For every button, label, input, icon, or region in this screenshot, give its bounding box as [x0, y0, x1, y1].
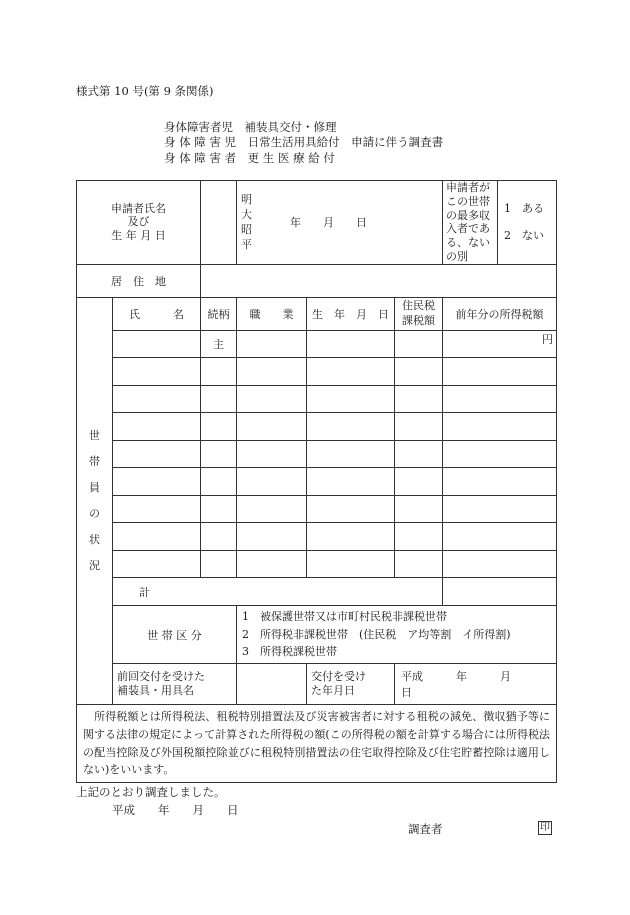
member-resident-tax-field[interactable] — [395, 550, 443, 578]
option-yes[interactable]: 1 ある — [504, 201, 544, 215]
member-name-field[interactable] — [113, 523, 201, 551]
member-resident-tax-field[interactable] — [395, 358, 443, 386]
member-row — [77, 413, 557, 441]
member-income-tax-field[interactable] — [443, 385, 557, 413]
header-occupation: 職 業 — [237, 297, 307, 330]
member-birthdate-field[interactable] — [307, 495, 395, 523]
member-occupation-field[interactable] — [237, 358, 307, 386]
option-no[interactable]: 2 ない — [504, 229, 544, 243]
address-label: 居 住 地 — [77, 264, 201, 297]
member-occupation-field[interactable] — [237, 495, 307, 523]
confirm-text: 上記のとおり調査しました。 — [76, 785, 226, 799]
member-resident-tax-field[interactable] — [395, 413, 443, 441]
member-occupation-field[interactable] — [237, 550, 307, 578]
member-row — [77, 440, 557, 468]
header-income-tax: 前年分の所得税額 — [443, 297, 557, 330]
tax-definition-note: 所得税額とは所得税法、租税特別措置法及び災害被害者に対する租税の減免、徴収猶予等に関する法律の規定によって計算された所得税の額(この所得税の額を計算する場合には所得税法の配当控除及び外国税額控除並びに租税特別措置法の住宅取得控除及び住宅貯蓄控除は適用しない)をいいます。 — [77, 705, 557, 783]
previous-item-field[interactable] — [237, 664, 307, 705]
member-row — [77, 550, 557, 578]
birthdate-label: 年 月 日 — [290, 216, 367, 230]
surveyor-label: 調査者 — [408, 822, 443, 836]
member-resident-tax-field[interactable] — [395, 468, 443, 496]
member-birthdate-field[interactable] — [307, 468, 395, 496]
seal-mark: 印 — [540, 822, 550, 833]
member-relation-field[interactable] — [201, 550, 237, 578]
form-number: 様式第 10 号(第 9 条関係) — [76, 84, 214, 98]
header-birthdate: 生 年 月 日 — [307, 297, 395, 330]
member-birthdate-field[interactable] — [307, 358, 395, 386]
total-label: 計 — [113, 578, 443, 606]
applicant-birthdate-field[interactable] — [237, 181, 443, 265]
title-line-2: 身 体 障 害 児 日常生活用具給付 申請に伴う調査書 — [164, 135, 444, 149]
member-row — [77, 495, 557, 523]
member-row — [77, 330, 557, 358]
header-relation: 続柄 — [201, 297, 237, 330]
main-earner-label: 申請者がこの世帯 の最多収入者であ る、ないの別 — [443, 181, 498, 265]
header-name: 氏 名 — [113, 297, 201, 330]
member-income-tax-field[interactable] — [443, 330, 557, 358]
member-row — [77, 358, 557, 386]
member-name-field[interactable] — [113, 440, 201, 468]
class-option-1[interactable]: 1 被保護世帯又は市町村民税非課税世帯 — [242, 610, 447, 624]
received-date-field[interactable]: 平成 年 月 日 — [395, 664, 557, 705]
member-birthdate-field[interactable] — [307, 523, 395, 551]
member-relation-field[interactable] — [201, 385, 237, 413]
applicant-name-field[interactable] — [201, 181, 237, 265]
member-income-tax-field[interactable] — [443, 358, 557, 386]
main-earner-options[interactable] — [498, 181, 557, 265]
member-row — [77, 385, 557, 413]
title-line-1: 身体障害者児 補装具交付・修理 — [164, 120, 337, 134]
member-occupation-field[interactable] — [237, 440, 307, 468]
member-relation-field[interactable] — [201, 495, 237, 523]
member-name-field[interactable] — [113, 385, 201, 413]
member-name-field[interactable] — [113, 330, 201, 358]
member-resident-tax-field[interactable] — [395, 495, 443, 523]
member-name-field[interactable] — [113, 413, 201, 441]
class-option-2[interactable]: 2 所得税非課税世帯 (住民税 ア均等割 イ所得割) — [242, 627, 511, 641]
member-occupation-field[interactable] — [237, 413, 307, 441]
member-relation-field[interactable] — [201, 413, 237, 441]
applicant-name-label: 申請者氏名 及び 生 年 月 日 — [77, 181, 201, 265]
member-income-tax-field[interactable] — [443, 468, 557, 496]
member-name-field[interactable] — [113, 358, 201, 386]
member-income-tax-field[interactable] — [443, 495, 557, 523]
household-class-options[interactable] — [237, 606, 557, 664]
member-occupation-field[interactable] — [237, 385, 307, 413]
member-resident-tax-field[interactable] — [395, 385, 443, 413]
total-field[interactable] — [443, 578, 557, 606]
member-row — [77, 468, 557, 496]
member-name-field[interactable] — [113, 550, 201, 578]
household-class-label: 世 帯 区 分 — [113, 606, 237, 664]
era-list: 明 大 昭 平 — [241, 193, 252, 252]
yen-unit: 円 — [542, 332, 553, 346]
member-resident-tax-field[interactable] — [395, 523, 443, 551]
address-field[interactable] — [201, 264, 557, 297]
member-income-tax-field[interactable] — [443, 413, 557, 441]
survey-date: 平成 年 月 日 — [112, 803, 239, 817]
member-birthdate-field[interactable] — [307, 385, 395, 413]
received-date-label: 交付を受け た年月日 — [307, 664, 395, 705]
member-relation-field[interactable] — [201, 358, 237, 386]
member-relation-field[interactable] — [201, 440, 237, 468]
member-relation-field[interactable] — [201, 468, 237, 496]
member-birthdate-field[interactable] — [307, 440, 395, 468]
header-resident-tax: 住民税課税額 — [395, 297, 443, 330]
member-name-field[interactable] — [113, 495, 201, 523]
title-line-3: 身 体 障 害 者 更 生 医 療 給 付 — [164, 151, 335, 165]
member-name-field[interactable] — [113, 468, 201, 496]
member-income-tax-field[interactable] — [443, 523, 557, 551]
member-row — [77, 523, 557, 551]
previous-item-label: 前回交付を受けた 補装具・用具名 — [113, 664, 237, 705]
head-relation: 主 — [201, 330, 237, 358]
member-birthdate-field[interactable] — [307, 550, 395, 578]
member-occupation-field[interactable] — [237, 330, 307, 358]
member-birthdate-field[interactable] — [307, 413, 395, 441]
member-birthdate-field[interactable] — [307, 330, 395, 358]
member-resident-tax-field[interactable] — [395, 440, 443, 468]
member-income-tax-field[interactable] — [443, 550, 557, 578]
member-relation-field[interactable] — [201, 523, 237, 551]
member-resident-tax-field[interactable] — [395, 330, 443, 358]
member-income-tax-field[interactable] — [443, 440, 557, 468]
member-occupation-field[interactable] — [237, 468, 307, 496]
household-side-label: 世 帯 員 の 状 況 — [77, 297, 113, 705]
class-option-3[interactable]: 3 所得税課税世帯 — [242, 645, 337, 659]
member-occupation-field[interactable] — [237, 523, 307, 551]
survey-table — [76, 180, 557, 783]
